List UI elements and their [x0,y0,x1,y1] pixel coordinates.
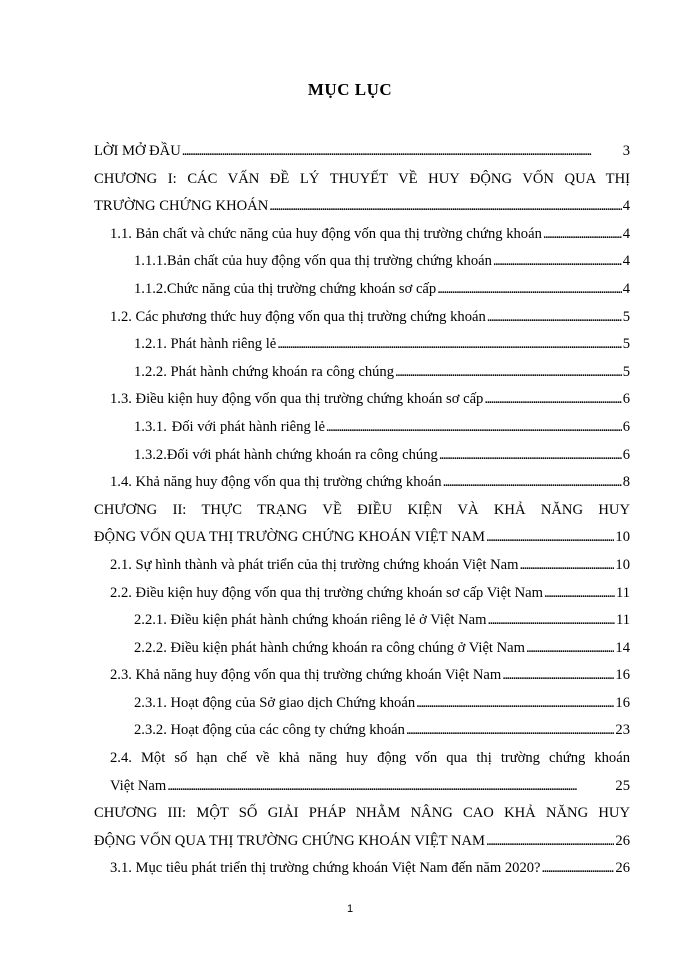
toc-entry-page: 10 [615,529,630,546]
toc-entry-label: 3.1. Mục tiêu phát triển thị trường chứng khoán Việt Nam đến năm 2020? [110,860,541,877]
dot-leader [182,138,622,166]
toc-entry-page: 6 [622,418,630,435]
dot-leader [326,414,622,442]
toc-entry-page: 8 [622,474,630,491]
toc-entry-page: 6 [622,391,630,408]
toc-entry-1-1-1[interactable] [94,248,630,276]
toc-entry-label: 2.2.2. Điều kiện phát hành chứng khoán ra công chúng ở Việt Nam [134,639,525,656]
dot-leader [406,717,614,745]
toc-entry-label: LỜI MỞ ĐẦU [94,143,181,159]
dot-leader [416,690,614,718]
toc-entry-number: 1.3.1. [134,418,167,435]
toc-entry-label: 2.2.1. Điều kiện phát hành chứng khoán riêng lẻ ở Việt Nam [134,612,487,629]
dot-leader [484,386,621,414]
toc-entry-label: 1.2. Các phương thức huy động vốn qua thị trường chứng khoán [110,308,486,325]
toc-entry-1-2-2[interactable] [94,359,630,387]
toc-entry-label: 2.3.1. Hoạt động của Sở giao dịch Chứng khoán [134,694,416,711]
toc-entry-2-3[interactable] [94,662,630,690]
toc-entry-label: 2.1. Sự hình thành và phát triển của thị trường chứng khoán Việt Nam [110,556,519,573]
toc-entry-1-4[interactable] [94,469,630,497]
toc-entry-page: 4 [622,253,630,270]
toc-entry-1-3-2[interactable] [94,442,630,470]
toc-entry-page: 16 [615,667,630,684]
toc-entry-label: 1.1. Bản chất và chức năng của huy động vốn qua thị trường chứng khoán [110,225,542,242]
page-number: 1 [346,903,354,915]
toc-entry-page: 23 [615,722,630,739]
toc-entry-number: 1.3.2. [134,446,167,463]
toc-entry-page: 25 [615,777,630,794]
toc-entry-page: 4 [622,198,630,215]
dot-leader [167,773,614,801]
table-of-contents [94,138,630,883]
toc-entry-2-4[interactable] [94,773,630,801]
toc-entry-chapter1-line1[interactable]: CHƯƠNG I: CÁC VẤN ĐỀ LÝ THUYẾT VỀ HUY ĐỘNG VỐN QUA THỊ [94,170,630,187]
toc-entry-label: ĐỘNG VỐN QUA THỊ TRƯỜNG CHỨNG KHOÁN VIỆT NAM [94,529,486,546]
toc-entry-chapter3[interactable] [94,828,630,856]
toc-entry-2-2[interactable] [94,580,630,608]
toc-entry-1-1[interactable] [94,221,630,249]
toc-entry-1-2-1[interactable] [94,331,630,359]
dot-leader [542,855,615,883]
toc-entry-label: Bản chất của huy động vốn qua thị trường chứng khoán [166,253,492,270]
toc-entry-page: 4 [622,225,630,242]
toc-entry-chapter1[interactable] [94,193,630,221]
page-title: MỤC LỤC [307,80,393,99]
toc-entry-label: Chức năng của thị trường chứng khoán sơ cấp [166,280,437,297]
toc-entry-label: Đối với phát hành riêng lẻ [171,418,325,435]
toc-entry-intro[interactable] [94,138,630,166]
toc-entry-number: 1.1.1. [134,253,167,270]
dot-leader [439,442,622,470]
toc-entry-page: 14 [615,639,630,656]
toc-entry-label: 1.3. Điều kiện huy động vốn qua thị trường chứng khoán sơ cấp [110,391,484,408]
toc-entry-page: 6 [622,446,630,463]
toc-entry-label: 1.2.2. Phát hành chứng khoán ra công chúng [134,363,395,380]
dot-leader [502,662,614,690]
dot-leader [395,359,622,387]
dot-leader [486,828,614,856]
toc-entry-1-2[interactable] [94,304,630,332]
toc-entry-number: 1.1.2. [134,280,167,297]
toc-entry-2-1[interactable] [94,552,630,580]
toc-entry-1-3-1[interactable] [94,414,630,442]
toc-entry-label: 2.2. Điều kiện huy động vốn qua thị trường chứng khoán sơ cấp Việt Nam [110,584,543,601]
toc-entry-1-3[interactable] [94,386,630,414]
toc-entry-3-1[interactable] [94,855,630,883]
dot-leader [488,607,615,635]
toc-entry-label: 2.3. Khả năng huy động vốn qua thị trường chứng khoán Việt Nam [110,667,502,684]
toc-entry-page: 26 [615,860,630,877]
toc-entry-page: 3 [622,143,630,159]
toc-entry-label: 1.4. Khả năng huy động vốn qua thị trường chứng khoán [110,474,442,491]
dot-leader [277,331,621,359]
toc-entry-2-4-line1[interactable]: 2.4. Một số hạn chế về khả năng huy động vốn qua thị trường chứng khoán [110,750,630,767]
toc-entry-page: 5 [622,363,630,380]
toc-entry-label: ĐỘNG VỐN QUA THỊ TRƯỜNG CHỨNG KHOÁN VIỆT NAM [94,832,486,849]
toc-entry-2-2-2[interactable] [94,635,630,663]
dot-leader [526,635,614,663]
toc-entry-2-3-2[interactable] [94,717,630,745]
toc-entry-label: Việt Nam [110,777,167,794]
toc-entry-label: 1.2.1. Phát hành riêng lẻ [134,336,277,353]
toc-entry-page: 26 [615,832,630,849]
toc-entry-chapter2-line1[interactable]: CHƯƠNG II: THỰC TRẠNG VỀ ĐIỀU KIỆN VÀ KHẢ NĂNG HUY [94,501,630,518]
dot-leader [443,469,622,497]
toc-entry-2-3-1[interactable] [94,690,630,718]
dot-leader [544,580,615,608]
toc-entry-chapter3-line1[interactable]: CHƯƠNG III: MỘT SỐ GIẢI PHÁP NHẰM NÂNG CAO KHẢ NĂNG HUY [94,805,630,822]
dot-leader [543,221,622,249]
toc-entry-page: 5 [622,336,630,353]
toc-entry-page: 11 [615,584,630,601]
dot-leader [519,552,614,580]
toc-entry-page: 11 [615,612,630,629]
toc-entry-label: TRƯỜNG CHỨNG KHOÁN [94,198,269,215]
dot-leader [269,193,621,221]
dot-leader [486,524,614,552]
toc-entry-label: Đối với phát hành chứng khoán ra công chúng [166,446,438,463]
toc-entry-chapter2[interactable] [94,524,630,552]
toc-entry-label: 2.3.2. Hoạt động của các công ty chứng khoán [134,722,405,739]
toc-entry-page: 4 [622,280,630,297]
toc-entry-page: 5 [622,308,630,325]
dot-leader [487,304,622,332]
toc-entry-2-2-1[interactable] [94,607,630,635]
toc-entry-1-1-2[interactable] [94,276,630,304]
toc-entry-page: 10 [615,556,630,573]
dot-leader [493,248,622,276]
toc-entry-page: 16 [615,694,630,711]
dot-leader [437,276,622,304]
